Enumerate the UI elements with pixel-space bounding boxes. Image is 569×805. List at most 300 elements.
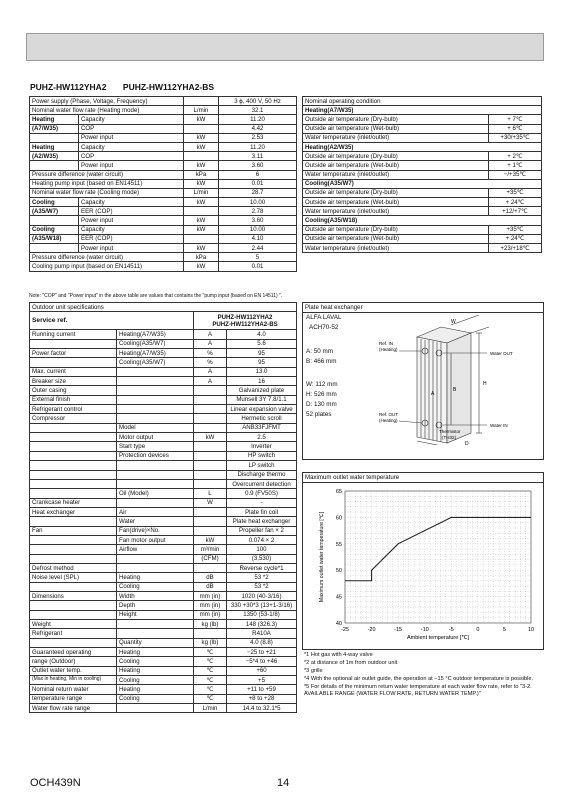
condition-value: + 2℃ [489,152,542,161]
row-label [30,244,79,253]
spec-sublabel: Depth [117,601,194,610]
spec-unit [194,526,227,535]
table-row [30,405,297,414]
table-row [30,433,297,442]
footnote: *3 grille [304,667,323,674]
phe-ref-out-sub: (Heating) [379,418,398,423]
spec-unit [194,517,227,526]
spec-unit: kW [194,433,227,442]
unit-cell: kPa [184,253,219,262]
value-cell: 0.01 [219,262,297,271]
condition-label: Outside air temperature (Dry-bulb) [303,188,489,197]
spec-value: −25 to +21 [227,648,297,657]
spec-unit [194,451,227,460]
table-row [30,610,297,619]
spec-sublabel: Heating [117,666,194,675]
table-row [303,115,542,124]
spec-sublabel: Heating [117,573,194,582]
table-row [30,704,297,713]
spec-label: Heat exchanger [30,507,117,516]
spec-label [30,461,117,470]
row-sublabel: Power input [79,216,184,225]
spec-value: +8 to +28 [227,694,297,703]
spec-label [30,470,117,479]
table-row [303,244,542,253]
footnotes [304,652,544,699]
phe-ref-in: Ref. IN [379,341,394,346]
unit-cell: L/min [184,106,219,115]
spec-unit: % [194,358,227,367]
spec-unit [194,507,227,516]
phe-dim-d: D: 130 mm [306,401,337,408]
table-row [303,142,542,151]
row-sublabel: Power input [79,244,184,253]
spec-sublabel [117,367,194,376]
spec-label [30,433,117,442]
footnote: *4 With the optional air outlet guide, the operation at −15 °C outdoor temperature is possible. [304,675,534,682]
table-row [30,517,297,526]
footnote: *5 For details of the minimum return water temperature at each water flow rate, refer to "3-2. AVAILABLE RANGE (WATER FLOW RATE, RETURN WATER TEMP.)" [304,683,532,697]
service-ref-model: PUHZ-HW112YHA2 [217,313,273,321]
spec-unit: m³/min [194,545,227,554]
spec-value: Propeller fan × 2 [227,526,297,535]
value-cell: 10.00 [219,225,297,234]
unit-cell: kW [184,244,219,253]
phe-dim-b: B: 466 mm [306,358,337,365]
operating-condition-table [302,96,542,253]
value-cell: 32.1 [219,106,297,115]
row-sublabel: Power input [79,161,184,170]
spec-unit [194,395,227,404]
row-sublabel: Capacity [79,142,184,151]
spec-value: 4.0 [227,330,297,339]
table-row [303,133,542,142]
unit-cell: kW [184,216,219,225]
spec-sublabel: Width [117,591,194,600]
table-row [30,115,297,124]
spec-sublabel: Motor output [117,433,194,442]
spec-value: 0.074 × 2 [227,535,297,544]
table-row [30,179,297,188]
value-cell: 10.00 [219,198,297,207]
model-name: PUHZ-HW112YHA2 [30,82,107,92]
model-heading [30,82,228,92]
service-ref-models [194,312,297,330]
spec-label [30,479,117,488]
spec-sublabel: Cooling [117,694,194,703]
spec-label: Max. current [30,367,117,376]
condition-label: Water temperature (inlet/outlet) [303,207,489,216]
spec-value: 1350 (53-1/8) [227,610,297,619]
value-cell: 6 [219,170,297,179]
condition-value: +12/+7℃ [489,207,542,216]
spec-value: 13.0 [227,367,297,376]
spec-label: Fan [30,526,117,535]
row-sublabel: Capacity [79,225,184,234]
spec-sublabel [117,554,194,563]
spec-label: Crankcase heater [30,498,117,507]
phe-water-out: Water OUT [490,351,513,356]
spec-unit: mm (in) [194,591,227,600]
value-cell: 3 ϕ, 400 V, 50 Hz [219,97,297,106]
table-row [30,106,297,115]
page-number: 14 [277,777,290,789]
phe-maker: ALFA LAVAL [306,314,342,321]
spec-label: (Max in heating, Min in cooling) [30,676,117,685]
max-outlet-temp-chart [303,483,543,649]
spec-unit: ℃ [194,666,227,675]
spec-sublabel: Cooling [117,657,194,666]
phe-plates: 52 plates [306,411,332,418]
spec-value: ANB33FJFMT [227,423,297,432]
spec-sublabel: Protection devices [117,451,194,460]
spec-sublabel [117,470,194,479]
phe-label-h: H [483,381,487,387]
spec-value: 148 (326.3) [227,620,297,629]
table-row [30,216,297,225]
spec-unit: L [194,489,227,498]
spec-unit: mm (in) [194,610,227,619]
table-row [30,479,297,488]
spec-sublabel [117,386,194,395]
spec-label: Noise level (SPL) [30,573,117,582]
spec-unit: dB [194,573,227,582]
table-row [30,638,297,647]
value-cell: 4.42 [219,124,297,133]
x-tick-label: -20 [367,627,376,633]
value-cell: 2.44 [219,244,297,253]
table-row [30,124,297,133]
spec-value: +11 to +59 [227,685,297,694]
spec-sublabel: Start type [117,442,194,451]
spec-value: 100 [227,545,297,554]
table-row [303,97,542,106]
model-name: PUHZ-HW112YHA2-BS [122,82,215,92]
condition-heading: Heating(A2/W35) [303,142,542,151]
unit-cell: kW [184,262,219,271]
condition-heading: Cooling(A35/W18) [303,216,542,225]
unit-cell: kW [184,115,219,124]
spec-label: Guaranteed operating [30,648,117,657]
phe-label-a: A [431,391,435,397]
spec-unit: A [194,330,227,339]
x-tick-label: 0 [476,627,480,633]
outdoor-title: Outdoor unit specifications [30,303,297,312]
spec-value: 330 +30*3 (13+1-3/16) [227,601,297,610]
phe-dim-a: A: 50 mm [306,348,333,355]
spec-unit: ℃ [194,657,227,666]
phe-water-in: Water IN [490,423,508,428]
value-cell: 0.01 [219,179,297,188]
spec-value: Discharge thermo [227,470,297,479]
spec-unit [194,563,227,572]
spec-value: Galvanized plate [227,386,297,395]
spec-value: 2.5 [227,433,297,442]
row-sublabel: Power input [79,133,184,142]
phe-thermistor: Thermistor [439,429,461,434]
unit-cell: kW [184,198,219,207]
row-label: (A35/W7) [30,207,79,216]
spec-value: Munsell 3Y 7.8/1.1 [227,395,297,404]
y-tick-label: 65 [335,489,342,495]
table-row [30,234,297,243]
spec-sublabel [117,414,194,423]
spec-value: 16 [227,377,297,386]
table-row [30,367,297,376]
spec-sublabel [117,704,194,713]
table-row [303,216,542,225]
table-row [30,554,297,563]
y-tick-label: 55 [335,541,342,548]
plot-frame [345,491,531,623]
table-row [30,629,297,638]
x-tick-label: -25 [341,627,349,633]
spec-value: Hermetic scroll [227,414,297,423]
phe-diagram [379,315,539,445]
condition-label: Water temperature (inlet/outlet) [303,170,489,179]
spec-unit: A [194,367,227,376]
spec-unit [194,414,227,423]
value-cell: 11.20 [219,142,297,151]
spec-sublabel: Cooling(A35/W7) [117,339,194,348]
table-row [30,470,297,479]
table-note: Note: "COP" and "Power input" in the above table are values that contains the "pump input (based on EN 14511) ". [29,293,283,299]
spec-label: Outlet water temp. [30,666,117,675]
condition-value: +35℃ [489,188,542,197]
spec-label [30,358,117,367]
spec-label: Outer casing [30,386,117,395]
spec-value: 53 *2 [227,573,297,582]
spec-sublabel [117,377,194,386]
value-cell: 11.20 [219,115,297,124]
table-row [30,339,297,348]
condition-label: Outside air temperature (Wet-bulb) [303,124,489,133]
condition-label: Outside air temperature (Wet-bulb) [303,161,489,170]
spec-unit: kg (lb) [194,638,227,647]
spec-sublabel: Height [117,610,194,619]
table-row [30,451,297,460]
y-tick-label: 60 [335,515,342,522]
x-axis-label: Ambient temperature [℃] [406,635,470,641]
spec-sublabel [117,620,194,629]
table-row [303,179,542,188]
row-label: Cooling pump input (based on EN14511) [30,262,184,271]
spec-label [30,489,117,498]
spec-unit: kg (lb) [194,620,227,629]
row-label [30,161,79,170]
table-row [30,676,297,685]
table-row [30,591,297,600]
table-row [30,498,297,507]
spec-value: R410A [227,629,297,638]
spec-label: Defrost method [30,563,117,572]
spec-unit: ℃ [194,685,227,694]
spec-sublabel: Airflow [117,545,194,554]
spec-value: (3,530) [227,554,297,563]
spec-value: +5 [227,676,297,685]
spec-unit: A [194,377,227,386]
row-label: (A35/W18) [30,234,79,243]
phe-ref-out: Ref. OUT [379,412,399,417]
spec-unit: A [194,339,227,348]
value-cell: 2.53 [219,133,297,142]
table-row [303,106,542,115]
table-row [30,423,297,432]
spec-value: 4.0 (8.8) [227,638,297,647]
table-row [303,152,542,161]
row-sublabel: EER (COP) [79,207,184,216]
value-cell: 28.7 [219,188,297,197]
table-row [30,330,297,339]
spec-unit: (CFM) [194,554,227,563]
spec-label [30,545,117,554]
row-label: Heating [30,142,79,151]
table-row [30,442,297,451]
spec-label: Refrigerant control [30,405,117,414]
table-row [30,207,297,216]
table-row [303,124,542,133]
row-label: Cooling [30,198,79,207]
table-row [30,489,297,498]
spec-sublabel [117,629,194,638]
plate-heat-exchanger-box [302,302,544,460]
phe-label-d: D [465,441,469,445]
condition-label: Outside air temperature (Dry-bulb) [303,225,489,234]
table-row [30,666,297,675]
table-row [30,161,297,170]
row-label: Heating pump input (based on EN14511) [30,179,184,188]
table-row [30,253,297,262]
spec-value: Plate heat exchanger [227,517,297,526]
footnote: *2 at distance of 1m from outdoor unit [304,659,398,666]
table-row [303,207,542,216]
service-ref-label: Service ref. [30,312,194,330]
row-sublabel: COP [79,124,184,133]
unit-cell: kW [184,225,219,234]
spec-label [30,601,117,610]
row-label: Cooling [30,225,79,234]
condition-label: Outside air temperature (Wet-bulb) [303,198,489,207]
table-row [30,303,297,312]
condition-label: Water temperature (inlet/outlet) [303,133,489,142]
unit-cell [184,124,219,133]
condition-value: + 24℃ [489,198,542,207]
spec-value: Linear expansion valve [227,405,297,414]
table-row [30,142,297,151]
condition-value: + 6℃ [489,124,542,133]
performance-table [29,96,297,272]
spec-label: Running current [30,330,117,339]
phe-thermistor-sub: (TH32) [442,435,457,440]
spec-sublabel [117,563,194,572]
table-row [30,582,297,591]
spec-unit [194,479,227,488]
table-row [30,601,297,610]
max-outlet-temp-chart-box [302,472,544,650]
spec-unit: dB [194,582,227,591]
spec-unit: L/min [194,704,227,713]
condition-value: +35℃ [489,225,542,234]
table-row [30,526,297,535]
value-cell: 2.78 [219,207,297,216]
phe-ref-in-sub: (Heating) [379,347,398,352]
phe-model: ACH70-52 [309,324,339,331]
spec-label [30,638,117,647]
table-row [30,573,297,582]
spec-sublabel [117,405,194,414]
unit-cell [184,97,219,106]
table-row [30,620,297,629]
spec-sublabel: Heating [117,648,194,657]
table-row [30,133,297,142]
value-cell: 3.60 [219,216,297,225]
condition-heading: Cooling(A35/W7) [303,179,542,188]
spec-sublabel: Air [117,507,194,516]
table-row [30,694,297,703]
spec-unit [194,629,227,638]
spec-sublabel: Cooling [117,582,194,591]
phe-label-b: B [453,387,457,393]
value-cell: 5 [219,253,297,262]
table-row [30,349,297,358]
unit-cell: kW [184,133,219,142]
spec-unit [194,386,227,395]
value-cell: 3.60 [219,161,297,170]
spec-sublabel: Fan motor output [117,535,194,544]
y-axis-label: Maximum outlet water temperature [℃] [319,511,325,603]
spec-sublabel: Oil (Model) [117,489,194,498]
row-label: Nominal water flow rate (Heating mode) [30,106,184,115]
spec-sublabel: Heating(A7/W35) [117,349,194,358]
x-tick-label: -5 [448,627,454,633]
spec-label [30,339,117,348]
spec-value: 95 [227,358,297,367]
row-label: Power supply (Phase, Voltage, Frequency) [30,97,184,106]
spec-label [30,554,117,563]
unit-cell [184,234,219,243]
table-row [30,507,297,516]
spec-sublabel [117,498,194,507]
y-tick-label: 50 [335,568,342,575]
x-tick-label: -15 [394,627,403,633]
table-row [30,535,297,544]
spec-value: 0.9 (FV50S) [227,489,297,498]
phe-title: Plate heat exchanger [303,303,543,313]
spec-value: LP switch [227,461,297,470]
condition-value: −/+35℃ [489,170,542,179]
table-row [303,234,542,243]
row-label: Pressure difference (water circuit) [30,253,184,262]
document-code: OCH439N [30,777,81,789]
table-row [30,198,297,207]
table-row [30,262,297,271]
condition-heading: Heating(A7/W35) [303,106,542,115]
spec-unit: ℃ [194,648,227,657]
table-row [303,188,542,197]
spec-sublabel [117,395,194,404]
row-label: (A2/W35) [30,152,79,161]
spec-label [30,442,117,451]
spec-value: 53 *2 [227,582,297,591]
table-row [303,198,542,207]
spec-value: 14.4 to 32.1*5 [227,704,297,713]
spec-label: temperature range [30,694,117,703]
table-row [30,461,297,470]
spec-sublabel: Water [117,517,194,526]
phe-label-w: W [451,319,456,325]
row-label [30,216,79,225]
table-row [30,244,297,253]
